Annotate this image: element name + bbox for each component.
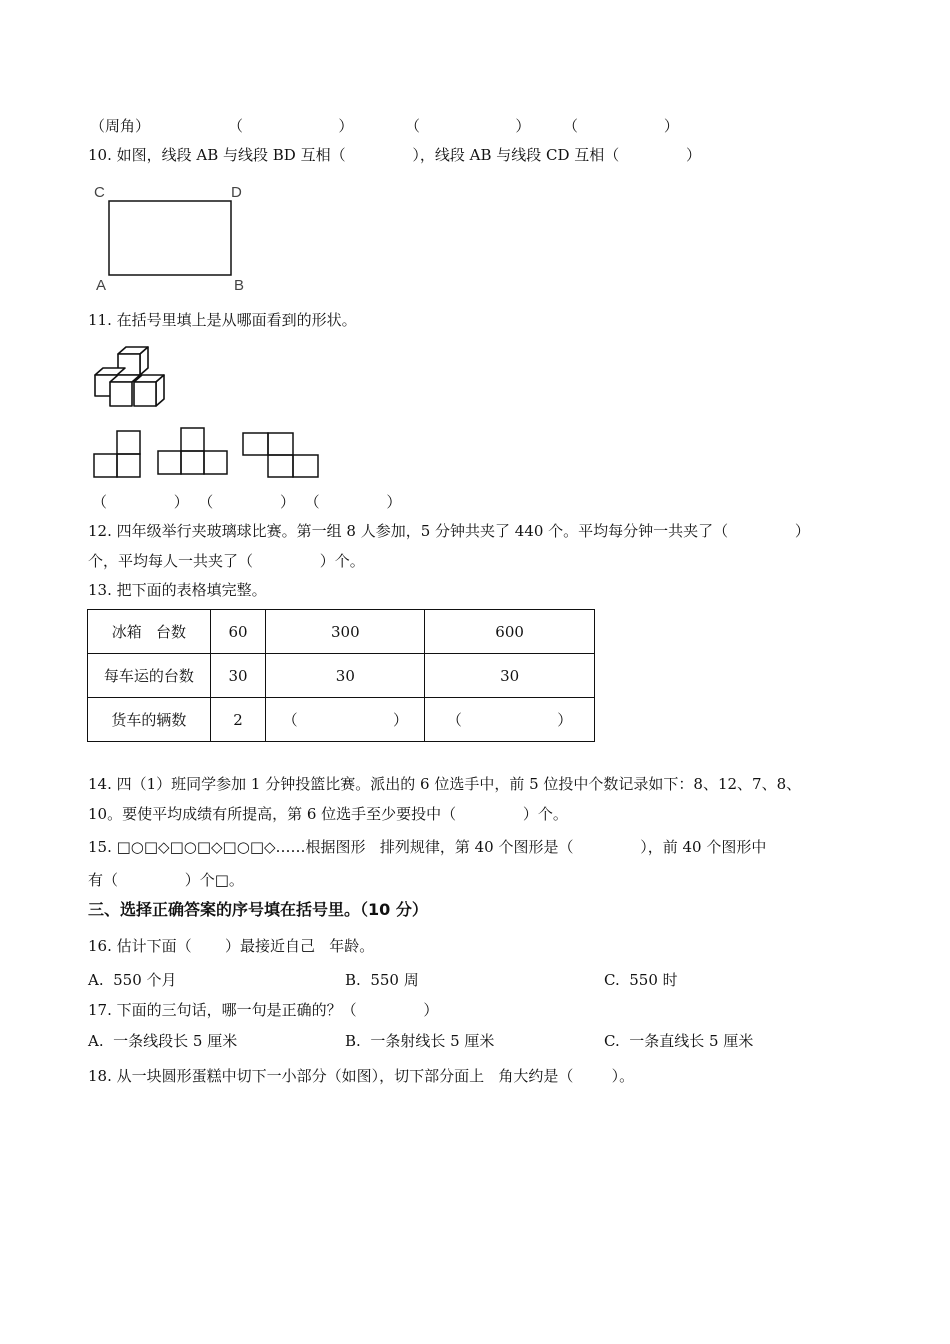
q13-table — [87, 609, 595, 742]
rectangle-figure — [88, 178, 258, 296]
table-row — [88, 654, 595, 698]
table-cell: 货车的辆数 — [88, 698, 211, 742]
q16-option-b: B. 550 周 — [345, 971, 419, 989]
q17-option-a: A. 一条线段长 5 厘米 — [88, 1032, 238, 1050]
table-cell: 每车运的台数 — [88, 654, 211, 698]
view-square — [158, 451, 181, 474]
cube-front-face — [134, 382, 156, 406]
view-square — [268, 455, 293, 477]
q16-option-a: A. 550 个月 — [88, 971, 177, 989]
view-square — [117, 431, 140, 454]
view-square — [181, 428, 204, 451]
view-square — [204, 451, 227, 474]
view-square — [117, 454, 140, 477]
q18-question: 18. 从一块圆形蛋糕中切下一小部分（如图），切下部分面上 角大约是（ ）。 — [88, 1067, 635, 1085]
q16-question: 16. 估计下面（ ）最接近自己 年龄。 — [88, 937, 375, 955]
table-cell: 2 — [210, 698, 266, 742]
table-cell: 30 — [425, 654, 595, 698]
cube-front-face — [110, 382, 132, 406]
view-square — [293, 455, 318, 477]
q11-question: 11. 在括号里填上是从哪面看到的形状。 — [88, 311, 357, 329]
q14-line-2: 10。要使平均成绩有所提高，第 6 位选手至少要投中（ ）个。 — [88, 805, 568, 823]
table-cell: 30 — [266, 654, 425, 698]
view-square — [268, 433, 293, 455]
table-cell: 冰箱 台数 — [88, 610, 211, 654]
q15-line-2: 有（ ）个□。 — [88, 871, 244, 889]
q15-line-1: 15. □○□◇□○□◇□○□◇……根据图形 排列规律，第 40 个图形是（ ），前 40 个图形中 — [88, 838, 767, 856]
rectangle-abcd — [109, 201, 231, 275]
view-shapes-figure — [90, 425, 330, 481]
view-square — [94, 454, 117, 477]
q16-option-c: C. 550 时 — [604, 971, 678, 989]
q12-line-2: 个，平均每人一共夹了（ ）个。 — [88, 552, 365, 570]
table-row — [88, 698, 595, 742]
table-cell: 30 — [210, 654, 266, 698]
table-row — [88, 610, 595, 654]
table-cell: （ ） — [266, 698, 425, 742]
q10-question: 10. 如图，线段 AB 与线段 BD 互相（ ），线段 AB 与线段 CD 互相（ ） — [88, 146, 702, 164]
label-b: B — [234, 277, 245, 294]
cube-stack-figure — [90, 344, 170, 410]
q17-question: 17. 下面的三句话，哪一句是正确的？（ ） — [88, 1001, 439, 1019]
q14-line-1: 14. 四（1）班同学参加 1 分钟投篮比赛。派出的 6 位选手中，前 5 位投中个数记录如下：8、12、7、8、 — [88, 775, 802, 793]
table-cell: 300 — [266, 610, 425, 654]
q17-option-c: C. 一条直线长 5 厘米 — [604, 1032, 754, 1050]
label-c: C — [94, 184, 105, 201]
q9-blank-3: （ ） — [563, 117, 679, 135]
table-cell: 60 — [210, 610, 266, 654]
q11-answers: （ ） （ ） （ ） — [92, 493, 402, 511]
q13-question: 13. 把下面的表格填完整。 — [88, 581, 267, 599]
q17-option-b: B. 一条射线长 5 厘米 — [345, 1032, 495, 1050]
q9-label: （周角） — [90, 117, 151, 135]
label-d: D — [231, 184, 242, 201]
view-square — [181, 451, 204, 474]
q9-blank-2: （ ） — [405, 117, 531, 135]
view-square — [243, 433, 268, 455]
label-a: A — [96, 277, 107, 294]
section-3-heading: 三、选择正确答案的序号填在括号里。（10 分） — [88, 900, 428, 919]
table-cell: 600 — [425, 610, 595, 654]
q12-line-1: 12. 四年级举行夹玻璃球比赛。第一组 8 人参加，5 分钟共夹了 440 个。平均每分钟一共夹了（ ） — [88, 522, 810, 540]
q9-blank-1: （ ） — [228, 117, 354, 135]
table-cell: （ ） — [425, 698, 595, 742]
